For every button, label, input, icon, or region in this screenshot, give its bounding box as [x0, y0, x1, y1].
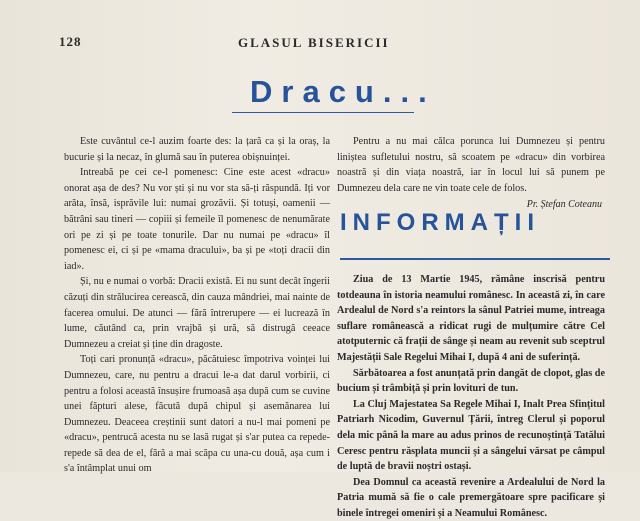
- news-section-title: INFORMAȚII: [340, 208, 540, 236]
- article-author: Pr. Ștefan Coteanu: [526, 199, 602, 211]
- journal-name: GLASUL BISERICII: [238, 35, 390, 50]
- page-header: [0, 34, 640, 54]
- article-title: Dracu...: [250, 74, 436, 109]
- article-paragraph: Intreabă pe cei ce-l pomenesc: Cine este acest «dracu» onorat așa de des? Nu vor ști și nu vor sta să-ți răspundă. Iți vor arăta, însă, isprăvile lui: numai grozăvii. Și totuși, oamenii — bătrâni sau tineri — copiii și femeile îl pomenesc de nenumărate ori pe zi și pe toate tonurile. Dar nu numai pe «dracu» îl pomenesc ei, ci și pe «mama dracului», ba și pe «toți dracii din iad».: [64, 167, 330, 272]
- title-rule: [232, 112, 414, 113]
- page-number: 128: [59, 34, 82, 49]
- news-paragraph: Ziua de 13 Martie 1945, rămâne inscrisă pentru totdeauna în istoria neamului românesc. In această zi, în care Ardealul de Nord s'a reintors la sânul Patriei mume, intreaga suflare românească a ridicat rugi de mulțumire către Cel atotputernic că frații de sânge și neam au revenit sub sceptrul Majestății Sale Regelui Mihai I, după 4 ani de suferință.: [337, 273, 605, 363]
- right-column: [337, 134, 605, 521]
- news-paragraph: Dea Domnul ca această revenire a Ardealului de Nord la Patria mumă să fie o cale premergătoare spre pacificare și binele întregei omeniri și a Neamului Românesc.: [337, 476, 605, 519]
- article-paragraph: Și, nu e numai o vorbă: Dracii există. Ei nu sunt decât îngerii căzuți din strălucirea cerească, din cauza mândriei, mai nainte de facerea omului. De atunci — fără întrerupere — ei lucrează în lume, căutând ca, prin vrajbă și ură, să distrugă ceeace Dumnezeu a creiat și ține din dragoste.: [64, 276, 330, 350]
- section-rule: [340, 258, 610, 260]
- article-paragraph: Pentru a nu mai călca porunca lui Dumnezeu și pentru liniștea sufletului nostru, să scoatem pe «dracu» din vorbirea noastră și din viața noastră, iar în locul lui să punem pe Dumnezeu dela care ne vin toate cele de folos.: [337, 136, 605, 194]
- article-body: [64, 134, 330, 477]
- news-paragraph: La Cluj Majestatea Sa Regele Mihai I, Inalt Prea Sfințitul Patriarh Nicodim, Guvernul Țării, întreg Clerul și poporul dela mic până la mare au adus prinos de recunoștință Tatălui Ceresc pentru răsplata muncii și a sângelui vărsat pe câmpul de luptă de bravii noștri ostași.: [337, 398, 605, 473]
- article-paragraph: Este cuvântul ce-l auzim foarte des: la țară ca și la oraș, la bucurie și la necaz, în glumă sau în puterea obișnuinței.: [64, 136, 330, 163]
- news-body: [337, 272, 605, 521]
- news-paragraph: Sărbătoarea a fost anunțată prin dangăt de clopot, glas de bucium și trâmbiță și prin lovituri de tun.: [337, 367, 605, 395]
- article-paragraph: Toți cari pronunță «dracu», păcătuiesc împotriva voinței lui Dumnezeu, care, nu pentru a dracui le-a dat darul vorbirii, ci pentru a folosi această însușire frumoasă așa după cum se cuvine unei făpturi alese, făcută după chipul și asemănarea lui Dumnezeu. Deaceea creștinii sunt datori a nu-l mai pomeni pe «dracu», pentrucă acesta nu se lasă rugat și s'ar putea ca repede-repede să dea de el, fără a mai scăpa cu una-cu două, așa cum i s'a întâmplat unui om: [64, 354, 330, 475]
